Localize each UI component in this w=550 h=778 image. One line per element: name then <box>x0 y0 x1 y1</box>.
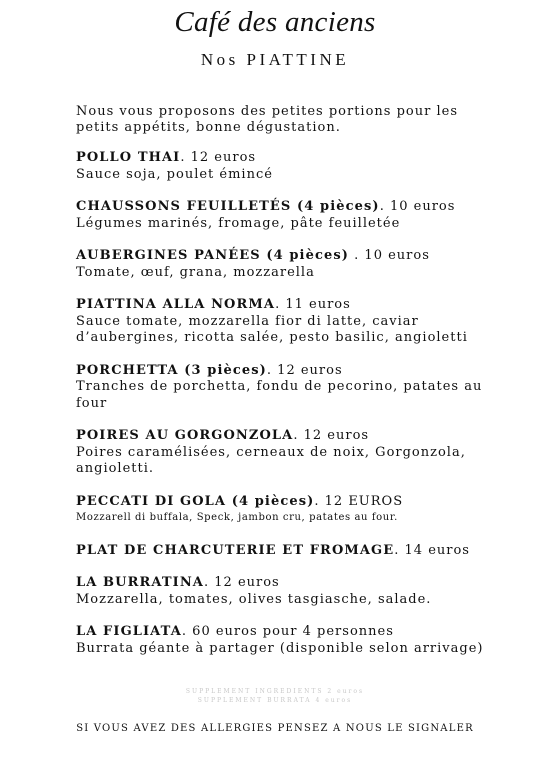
item-description: Poires caramélisées, cerneaux de noix, Gorgonzola, angioletti. <box>76 444 466 476</box>
item-price: . 14 euros <box>394 542 470 558</box>
item-price: . 10 euros <box>349 248 430 263</box>
menu-item-porchetta <box>76 363 516 413</box>
item-description: Mozzarella, tomates, olives tasgiasche, salade. <box>76 591 432 607</box>
item-price: . 12 EUROS <box>314 493 404 509</box>
supplement-note-burrata: SUPPLEMENT BURRATA 4 euros <box>197 697 353 704</box>
item-price: . 12 euros <box>204 575 280 590</box>
item-price: . 12 euros <box>266 362 343 378</box>
intro-text: Nous vous proposons des petites portions pour les petits appétits, bonne dégustation. <box>76 104 458 135</box>
item-price: . 11 euros <box>275 297 351 312</box>
menu-list <box>76 150 516 673</box>
item-description: Mozzarell di buffala, Speck, jambon cru, patates au four. <box>76 512 398 523</box>
menu-item-aubergines-panees <box>76 248 516 281</box>
allergy-notice: SI VOUS AVEZ DES ALLERGIES PENSEZ A NOUS LE SIGNALER <box>76 723 474 734</box>
item-price: . 12 euros <box>180 150 257 165</box>
page-title: Café des anciens <box>174 6 376 38</box>
item-price: . 12 euros <box>293 428 370 443</box>
supplement-note-ingredients: SUPPLEMENT INGREDIENTS 2 euros <box>185 688 365 695</box>
item-name: PECCATI DI GOLA (4 pièces) <box>76 493 315 509</box>
item-name: POLLO THAI <box>76 150 181 165</box>
item-description: Sauce tomate, mozzarella fior di latte, caviar d’aubergines, ricotta salée, pesto basilic, angioletti <box>76 313 468 345</box>
item-name: AUBERGINES PANÉES (4 pièces) <box>76 248 350 263</box>
item-name: LA BURRATINA <box>76 575 204 590</box>
item-name: PIATTINA ALLA NORMA <box>76 297 276 312</box>
menu-item-plat-charcuterie-fromage <box>76 543 516 560</box>
item-description: Légumes marinés, fromage, pâte feuilletée <box>76 215 401 231</box>
page-subtitle: Nos PIATTINE <box>200 50 350 69</box>
item-name: POIRES AU GORGONZOLA <box>76 428 294 443</box>
menu-item-peccati-di-gola <box>76 494 516 527</box>
item-description: Burrata géante à partager (disponible selon arrivage) <box>76 640 484 656</box>
item-name: PLAT DE CHARCUTERIE ET FROMAGE <box>76 542 395 558</box>
menu-item-piattina-alla-norma <box>76 297 516 347</box>
item-name: LA FIGLIATA <box>76 624 182 639</box>
menu-item-poires-au-gorgonzola <box>76 428 516 478</box>
menu-item-la-burratina <box>76 575 516 608</box>
item-description: Sauce soja, poulet émincé <box>76 166 273 182</box>
menu-item-chaussons-feuilletes <box>76 199 516 232</box>
item-price: . 10 euros <box>379 199 456 214</box>
menu-item-pollo-thai <box>76 150 516 183</box>
item-price: . 60 euros pour 4 personnes <box>181 624 394 639</box>
item-description: Tranches de porchetta, fondu de pecorino, patates au four <box>76 379 483 411</box>
menu-item-la-figliata <box>76 624 516 657</box>
item-name: CHAUSSONS FEUILLETÉS (4 pièces) <box>76 199 380 214</box>
item-description: Tomate, œuf, grana, mozzarella <box>76 264 315 280</box>
item-name: PORCHETTA (3 pièces) <box>76 362 267 378</box>
